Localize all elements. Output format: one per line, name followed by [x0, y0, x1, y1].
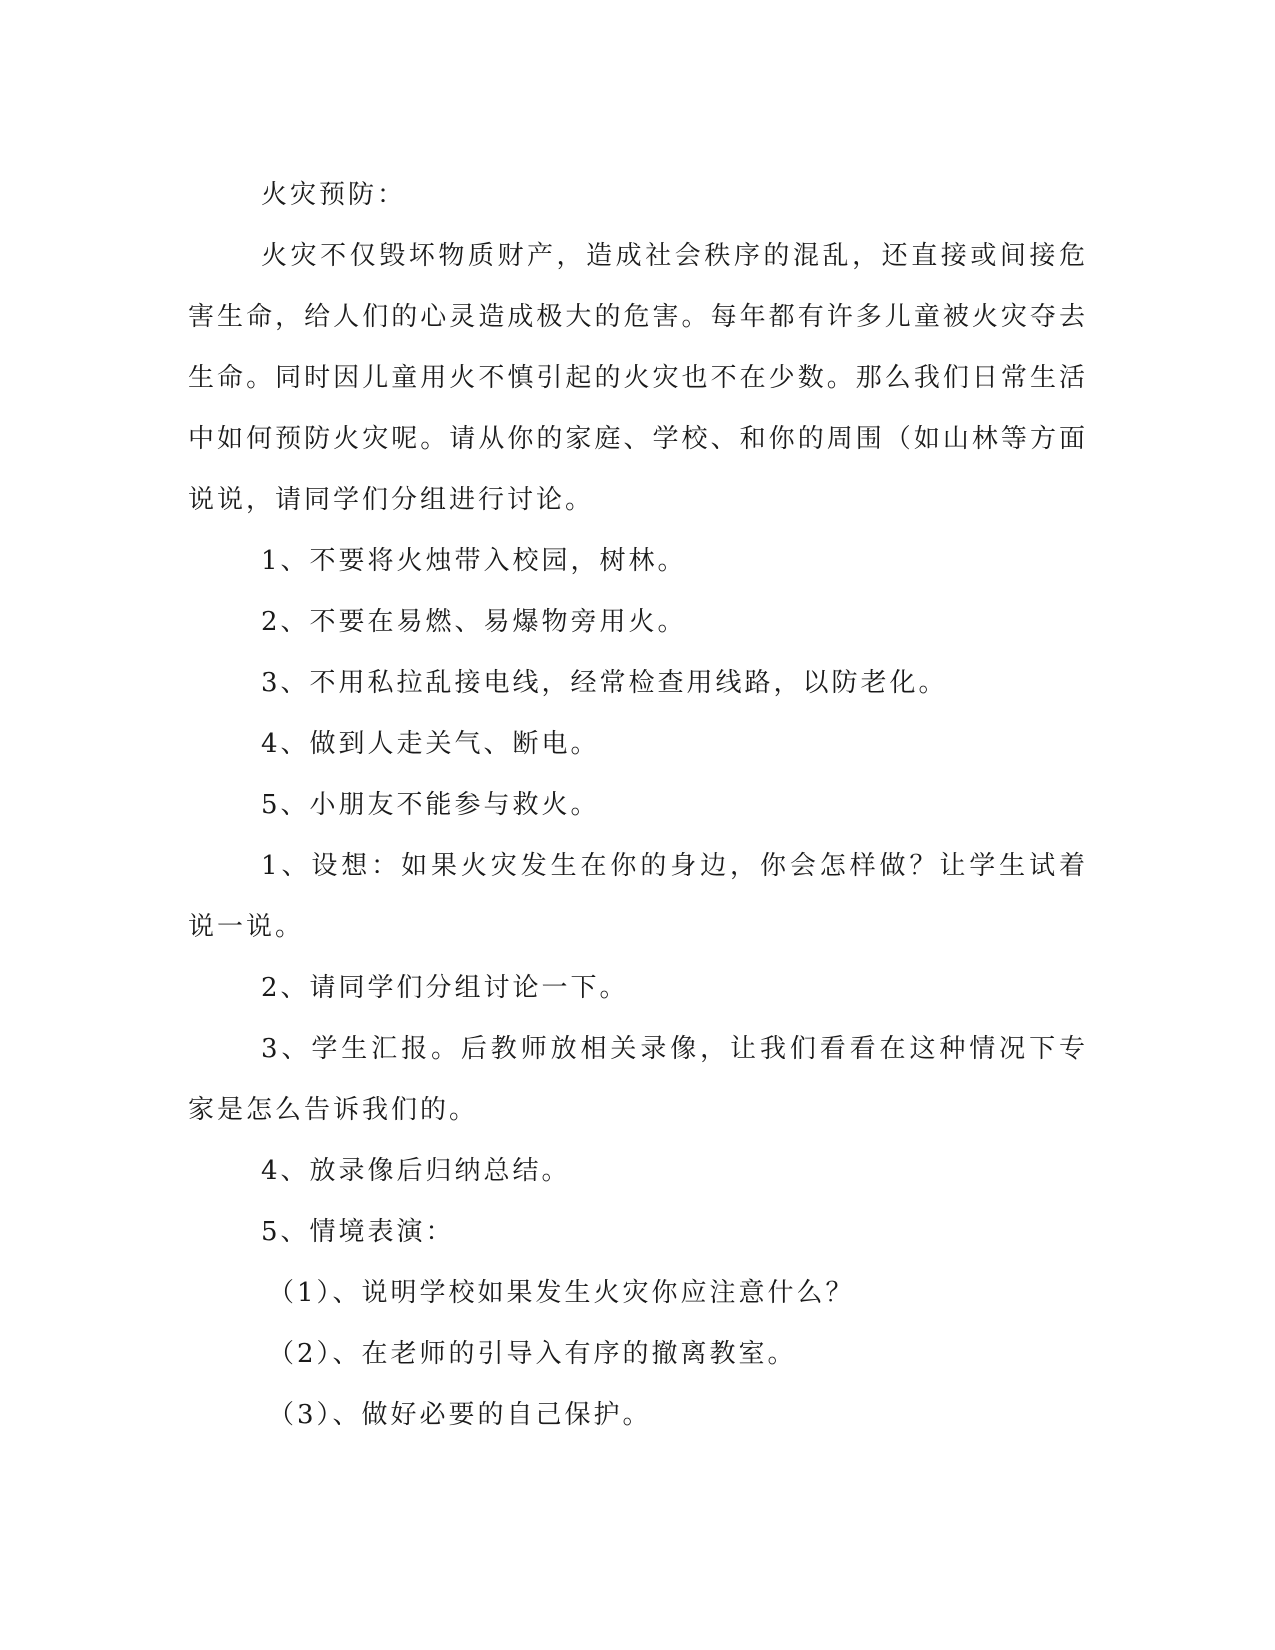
activity-item-5: 5、情境表演：: [261, 1217, 455, 1247]
prevention-item-5: 5、小朋友不能参与救火。: [261, 790, 600, 820]
intro-paragraph: 火灾不仅毁坏物质财产，造成社会秩序的混乱，还直接或间接危害生命，给人们的心灵造成极大的危害。每年都有许多儿童被火灾夺去生命。同时因儿童用火不慎引起的火灾也不在少数。那么我们日常生活中如何预防火灾呢。请从你的家庭、学校、和你的周围（如山林等方面说说，请同学们分组进行讨论。: [188, 241, 1088, 515]
roleplay-item-3: （3）、做好必要的自己保护。: [268, 1400, 652, 1430]
heading-fire-prevention: 火灾预防：: [261, 180, 407, 210]
prevention-item-3: 3、不用私拉乱接电线，经常检查用线路，以防老化。: [261, 668, 948, 698]
document-body: [188, 165, 1088, 1446]
prevention-item-1: 1、不要将火烛带入校园，树林。: [261, 546, 687, 576]
activity-item-3: 3、学生汇报。后教师放相关录像，让我们看看在这种情况下专家是怎么告诉我们的。: [188, 1034, 1088, 1125]
roleplay-item-1: （1）、说明学校如果发生火灾你应注意什么？: [268, 1278, 855, 1308]
roleplay-item-2: （2）、在老师的引导入有序的撤离教室。: [268, 1339, 797, 1369]
activity-item-4: 4、放录像后归纳总结。: [261, 1156, 571, 1186]
activity-item-1: 1、设想：如果火灾发生在你的身边，你会怎样做？让学生试着说一说。: [188, 851, 1088, 942]
prevention-item-4: 4、做到人走关气、断电。: [261, 729, 600, 759]
prevention-item-2: 2、不要在易燃、易爆物旁用火。: [261, 607, 687, 637]
activity-item-2: 2、请同学们分组讨论一下。: [261, 973, 629, 1003]
